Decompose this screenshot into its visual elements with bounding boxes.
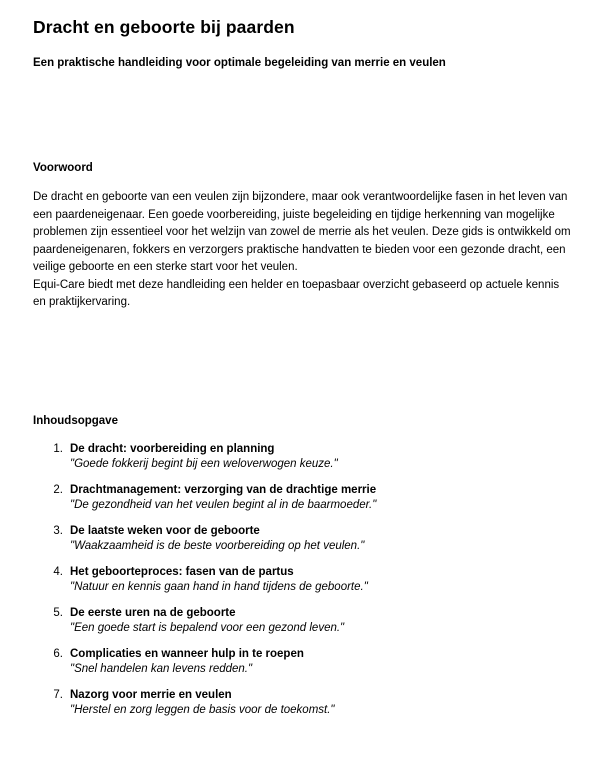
document-subtitle: Een praktische handleiding voor optimale begeleiding van merrie en veulen bbox=[33, 57, 446, 69]
toc-item-quote: "Waakzaamheid is de beste voorbereiding op het veulen." bbox=[70, 540, 365, 552]
foreword-paragraph-2: Equi-Care biedt met deze handleiding een helder en toepasbaar overzicht gebaseerd op actuele kennis en praktijkervaring. bbox=[33, 278, 560, 308]
toc-item-number: 6. bbox=[53, 647, 63, 660]
table-of-contents bbox=[33, 442, 573, 719]
toc-item-number: 2. bbox=[53, 483, 63, 496]
toc-item-number: 5. bbox=[53, 606, 63, 619]
toc-item-number: 7. bbox=[53, 688, 63, 701]
toc-item-title: Nazorg voor merrie en veulen bbox=[70, 688, 232, 701]
toc-item-title: Drachtmanagement: verzorging van de drachtige merrie bbox=[70, 483, 377, 496]
foreword-text bbox=[33, 189, 573, 312]
toc-item-7 bbox=[33, 688, 573, 719]
toc-item-title: De dracht: voorbereiding en planning bbox=[70, 442, 275, 455]
toc-item-number: 3. bbox=[53, 524, 63, 537]
toc-item-quote: "De gezondheid van het veulen begint al in de baarmoeder." bbox=[70, 499, 377, 511]
toc-item-quote: "Herstel en zorg leggen de basis voor de toekomst." bbox=[70, 704, 335, 716]
toc-item-title: De laatste weken voor de geboorte bbox=[70, 524, 260, 537]
toc-item-4 bbox=[33, 565, 573, 596]
foreword-paragraph-1: De dracht en geboorte van een veulen zijn bijzondere, maar ook verantwoordelijke fasen in het leven van een paardeneigenaar. Een goede voorbereiding, juiste begeleiding en tijdige herkenning van mogelijke problemen zijn essentieel voor het welzijn van zowel de merrie als het veulen. Deze gids is ontwikkeld om paardeneigenaren, fokkers en verzorgers praktische handvatten te bieden voor een gezonde dracht, een veilige geboorte en een sterke start voor het veulen. bbox=[33, 191, 571, 273]
toc-item-6 bbox=[33, 647, 573, 678]
toc-item-title: Het geboorteproces: fasen van de partus bbox=[70, 565, 294, 578]
toc-item-3 bbox=[33, 524, 573, 555]
toc-item-number: 4. bbox=[53, 565, 63, 578]
toc-item-quote: "Goede fokkerij begint bij een weloverwogen keuze." bbox=[70, 458, 338, 470]
toc-item-quote: "Natuur en kennis gaan hand in hand tijdens de geboorte." bbox=[70, 581, 368, 593]
document-title: Dracht en geboorte bij paarden bbox=[33, 17, 295, 37]
toc-item-title: De eerste uren na de geboorte bbox=[70, 606, 236, 619]
foreword-heading: Voorwoord bbox=[33, 162, 93, 174]
toc-item-quote: "Snel handelen kan levens redden." bbox=[70, 663, 253, 675]
toc-item-1 bbox=[33, 442, 573, 473]
toc-item-title: Complicaties en wanneer hulp in te roepen bbox=[70, 647, 304, 660]
toc-item-number: 1. bbox=[53, 442, 63, 455]
toc-heading: Inhoudsopgave bbox=[33, 414, 118, 427]
toc-item-2 bbox=[33, 483, 573, 514]
toc-item-quote: "Een goede start is bepalend voor een gezond leven." bbox=[70, 622, 345, 634]
toc-item-5 bbox=[33, 606, 573, 637]
